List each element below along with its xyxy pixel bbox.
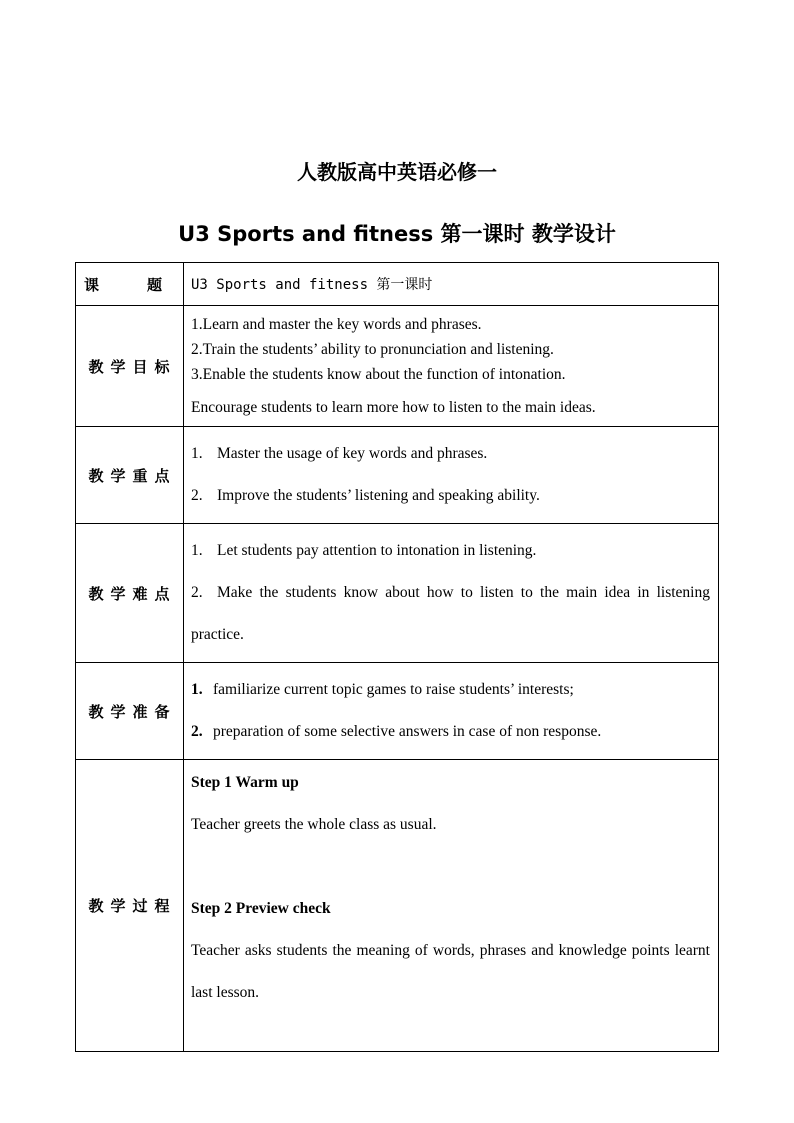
difficulty-item [191, 530, 710, 572]
key-points-cell [184, 427, 719, 524]
topic-value-cell [184, 263, 719, 306]
item-number: 1. [191, 445, 203, 462]
item-text: Improve the students’ listening and speaking ability. [217, 487, 540, 504]
preparation-cell [184, 663, 719, 760]
item-number: 2. [191, 723, 203, 740]
step-1-text: Teacher greets the whole class as usual. [191, 816, 437, 833]
lesson-plan-table [75, 262, 719, 1052]
difficulty-item [191, 572, 710, 656]
step-2-text: Teacher asks students the meaning of words, phrases and knowledge points learnt last lesson. [191, 942, 710, 1001]
difficulties-cell [184, 524, 719, 663]
label-topic [76, 263, 184, 306]
objectives-cell [184, 306, 719, 427]
key-point-item [191, 433, 710, 475]
label-difficulties: 教学难点 [76, 524, 184, 663]
table-row-objectives [76, 306, 719, 427]
label-topic-left: 课 [84, 275, 100, 294]
table-row-topic [76, 263, 719, 306]
table-row-process [76, 760, 719, 1052]
objective-extra: Encourage students to learn more how to listen to the main ideas. [191, 399, 596, 416]
item-number: 1. [191, 542, 203, 559]
item-text: Master the usage of key words and phrases. [217, 445, 488, 462]
item-text: Let students pay attention to intonation in listening. [217, 542, 537, 559]
step-1-title: Step 1 Warm up [191, 774, 299, 791]
objective-item: 2.Train the students’ ability to pronunciation and listening. [191, 341, 554, 358]
document-subtitle: U3 Sports and fitness 第一课时 教学设计 [178, 222, 616, 246]
item-number: 2. [191, 584, 203, 601]
objective-item: 1.Learn and master the key words and phrases. [191, 316, 482, 333]
label-key-points: 教学重点 [76, 427, 184, 524]
label-preparation: 教学准备 [76, 663, 184, 760]
key-point-item [191, 475, 710, 517]
item-text: familiarize current topic games to raise students’ interests; [213, 681, 574, 698]
table-row-key-points [76, 427, 719, 524]
item-text: Make the students know about how to listen to the main idea in listening practice. [191, 584, 710, 643]
item-number: 1. [191, 681, 203, 698]
label-topic-right: 题 [147, 275, 163, 294]
process-cell [184, 760, 719, 1052]
document-title: 人教版高中英语必修一 [297, 160, 497, 184]
preparation-item [191, 669, 710, 711]
step-2-title: Step 2 Preview check [191, 900, 331, 917]
label-process: 教学过程 [76, 760, 184, 1052]
table-row-difficulties [76, 524, 719, 663]
blank-line [191, 846, 710, 888]
item-number: 2. [191, 487, 203, 504]
objective-item: 3.Enable the students know about the function of intonation. [191, 366, 566, 383]
preparation-item [191, 711, 710, 753]
topic-value: U3 Sports and fitness 第一课时 [191, 277, 433, 293]
item-text: preparation of some selective answers in case of non response. [213, 723, 602, 740]
table-row-preparation [76, 663, 719, 760]
label-objectives: 教学目标 [76, 306, 184, 427]
